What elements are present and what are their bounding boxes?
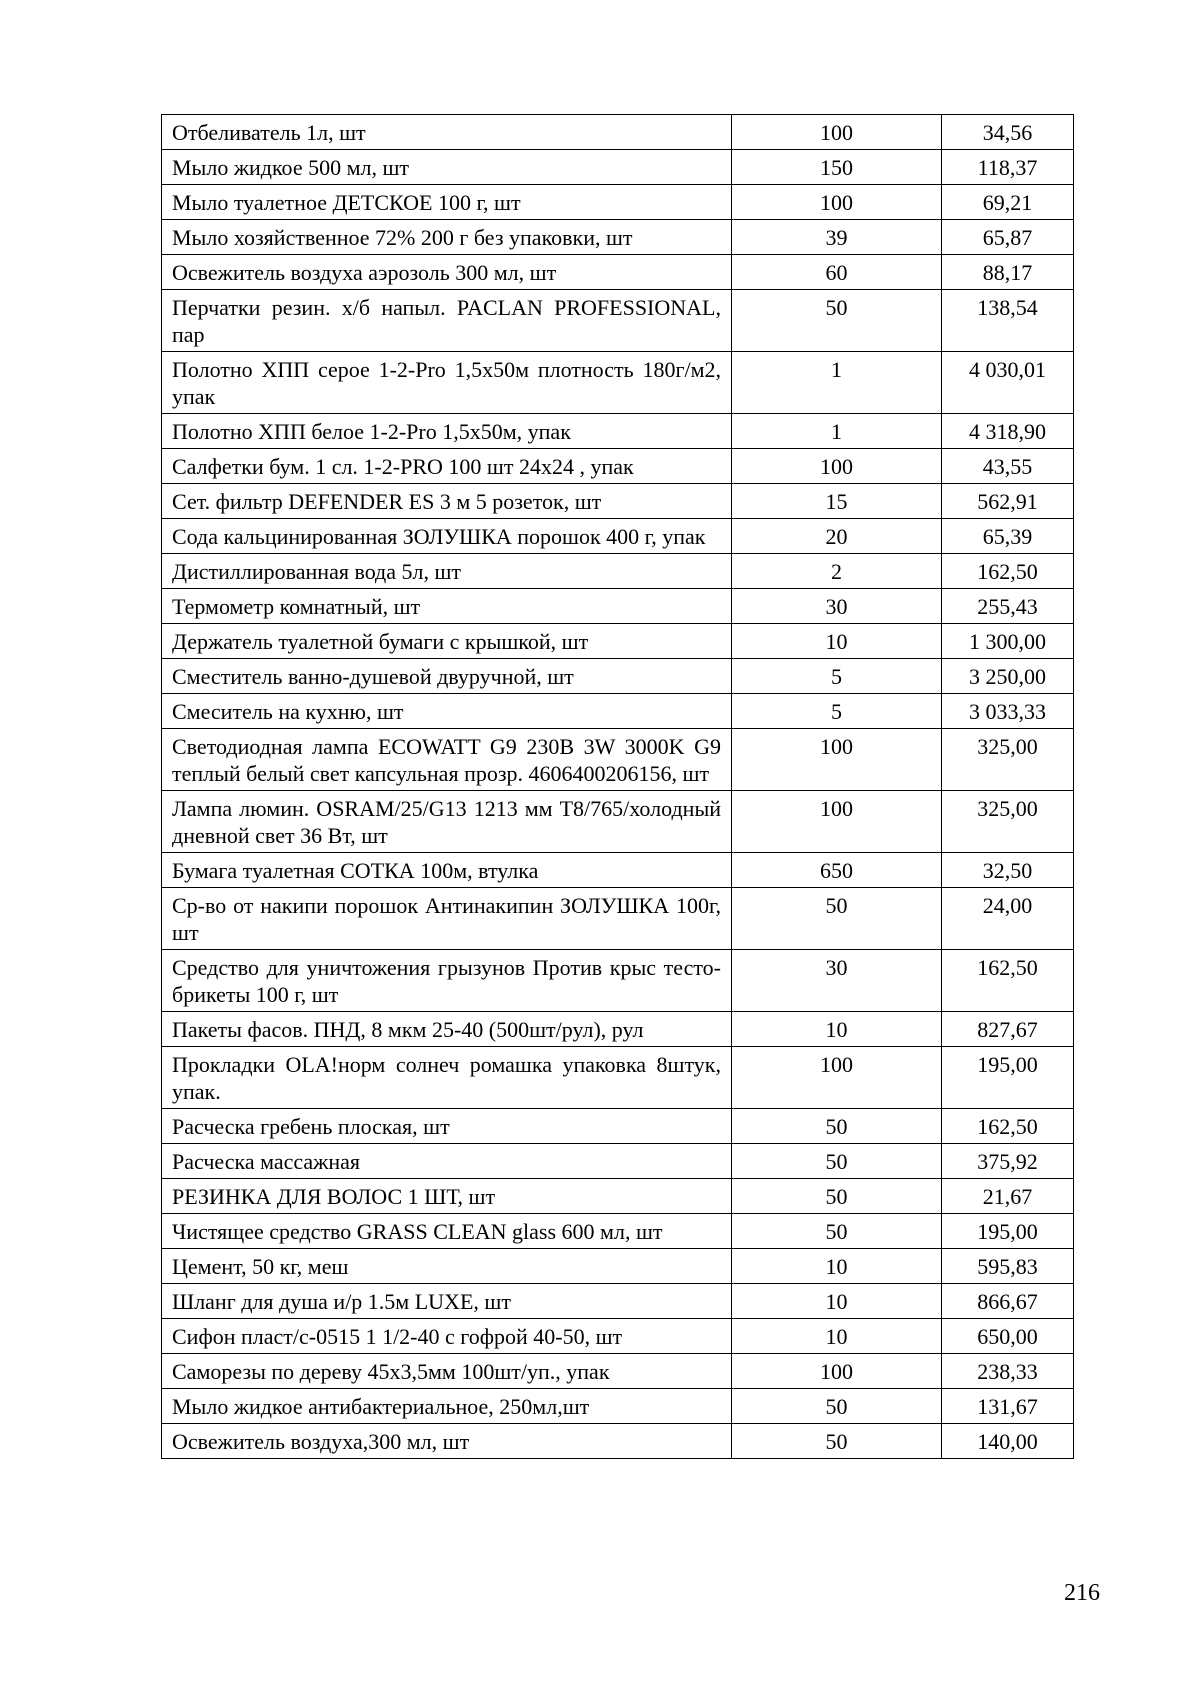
item-name-cell: Сифон пласт/с-0515 1 1/2-40 с гофрой 40-50, шт <box>162 1319 732 1354</box>
item-quantity-cell: 150 <box>732 150 942 185</box>
item-quantity-cell: 50 <box>732 1389 942 1424</box>
item-price-cell: 65,39 <box>942 519 1074 554</box>
item-name-cell: Бумага туалетная СОТКА 100м, втулка <box>162 853 732 888</box>
item-name-cell: Шланг для душа и/р 1.5м LUXE, шт <box>162 1284 732 1319</box>
table-row <box>162 352 1074 414</box>
item-name-cell: Дистиллированная вода 5л, шт <box>162 554 732 589</box>
item-quantity-cell: 50 <box>732 1109 942 1144</box>
item-name-cell: Мыло жидкое антибактериальное, 250мл,шт <box>162 1389 732 1424</box>
item-price-cell: 325,00 <box>942 791 1074 853</box>
item-price-cell: 162,50 <box>942 1109 1074 1144</box>
item-price-cell: 131,67 <box>942 1389 1074 1424</box>
table-row <box>162 150 1074 185</box>
item-price-cell: 3 250,00 <box>942 659 1074 694</box>
item-quantity-cell: 1 <box>732 414 942 449</box>
item-price-cell: 375,92 <box>942 1144 1074 1179</box>
item-quantity-cell: 100 <box>732 729 942 791</box>
item-quantity-cell: 10 <box>732 1012 942 1047</box>
table-row <box>162 659 1074 694</box>
item-quantity-cell: 100 <box>732 449 942 484</box>
table-row <box>162 950 1074 1012</box>
table-row <box>162 290 1074 352</box>
table-row <box>162 1214 1074 1249</box>
table-row <box>162 414 1074 449</box>
table-row <box>162 1389 1074 1424</box>
item-name-cell: Прокладки OLA!норм солнеч ромашка упаковка 8штук, упак. <box>162 1047 732 1109</box>
item-price-cell: 4 030,01 <box>942 352 1074 414</box>
item-quantity-cell: 30 <box>732 589 942 624</box>
item-name-cell: Освежитель воздуха аэрозоль 300 мл, шт <box>162 255 732 290</box>
item-price-cell: 88,17 <box>942 255 1074 290</box>
table-row <box>162 1144 1074 1179</box>
item-name-cell: Отбеливатель 1л, шт <box>162 115 732 150</box>
table-row <box>162 115 1074 150</box>
table-row <box>162 1319 1074 1354</box>
item-price-cell: 138,54 <box>942 290 1074 352</box>
item-quantity-cell: 100 <box>732 791 942 853</box>
item-quantity-cell: 10 <box>732 624 942 659</box>
item-name-cell: Расческа массажная <box>162 1144 732 1179</box>
item-price-cell: 32,50 <box>942 853 1074 888</box>
item-quantity-cell: 650 <box>732 853 942 888</box>
items-table <box>161 114 1074 1459</box>
item-price-cell: 4 318,90 <box>942 414 1074 449</box>
item-price-cell: 69,21 <box>942 185 1074 220</box>
item-price-cell: 195,00 <box>942 1047 1074 1109</box>
item-price-cell: 65,87 <box>942 220 1074 255</box>
item-quantity-cell: 50 <box>732 1214 942 1249</box>
item-quantity-cell: 39 <box>732 220 942 255</box>
item-price-cell: 1 300,00 <box>942 624 1074 659</box>
item-name-cell: Смеситель на кухню, шт <box>162 694 732 729</box>
item-quantity-cell: 50 <box>732 888 942 950</box>
table-row <box>162 185 1074 220</box>
table-row <box>162 694 1074 729</box>
table-row <box>162 449 1074 484</box>
item-quantity-cell: 100 <box>732 185 942 220</box>
item-price-cell: 195,00 <box>942 1214 1074 1249</box>
item-name-cell: Сместитель ванно-душевой двуручной, шт <box>162 659 732 694</box>
item-price-cell: 325,00 <box>942 729 1074 791</box>
table-row <box>162 1047 1074 1109</box>
item-quantity-cell: 15 <box>732 484 942 519</box>
table-row <box>162 589 1074 624</box>
item-name-cell: Саморезы по дереву 45х3,5мм 100шт/уп., упак <box>162 1354 732 1389</box>
item-quantity-cell: 10 <box>732 1319 942 1354</box>
item-quantity-cell: 100 <box>732 115 942 150</box>
item-quantity-cell: 2 <box>732 554 942 589</box>
table-row <box>162 1012 1074 1047</box>
table-row <box>162 554 1074 589</box>
item-quantity-cell: 50 <box>732 1144 942 1179</box>
table-row <box>162 1109 1074 1144</box>
item-price-cell: 118,37 <box>942 150 1074 185</box>
table-row <box>162 1284 1074 1319</box>
item-price-cell: 34,56 <box>942 115 1074 150</box>
item-price-cell: 162,50 <box>942 554 1074 589</box>
table-row <box>162 791 1074 853</box>
item-name-cell: Полотно ХПП белое 1-2-Pro 1,5х50м, упак <box>162 414 732 449</box>
item-name-cell: Полотно ХПП серое 1-2-Pro 1,5х50м плотность 180г/м2, упак <box>162 352 732 414</box>
item-quantity-cell: 10 <box>732 1249 942 1284</box>
item-price-cell: 595,83 <box>942 1249 1074 1284</box>
item-quantity-cell: 50 <box>732 1424 942 1459</box>
item-name-cell: Перчатки резин. х/б напыл. PACLAN PROFESSIONAL, пар <box>162 290 732 352</box>
item-name-cell: Сет. фильтр DEFENDER ES 3 м 5 розеток, шт <box>162 484 732 519</box>
item-price-cell: 827,67 <box>942 1012 1074 1047</box>
item-quantity-cell: 50 <box>732 1179 942 1214</box>
item-name-cell: РЕЗИНКА ДЛЯ ВОЛОС 1 ШТ, шт <box>162 1179 732 1214</box>
item-price-cell: 24,00 <box>942 888 1074 950</box>
table-row <box>162 519 1074 554</box>
page-number: 216 <box>1064 1580 1100 1606</box>
item-name-cell: Чистящее средство GRASS CLEAN glass 600 мл, шт <box>162 1214 732 1249</box>
table-row <box>162 484 1074 519</box>
item-quantity-cell: 20 <box>732 519 942 554</box>
item-price-cell: 650,00 <box>942 1319 1074 1354</box>
table-row <box>162 1249 1074 1284</box>
item-name-cell: Цемент, 50 кг, меш <box>162 1249 732 1284</box>
item-price-cell: 43,55 <box>942 449 1074 484</box>
item-price-cell: 140,00 <box>942 1424 1074 1459</box>
item-price-cell: 562,91 <box>942 484 1074 519</box>
item-quantity-cell: 100 <box>732 1047 942 1109</box>
item-name-cell: Салфетки бум. 1 сл. 1-2-PRO 100 шт 24х24 , упак <box>162 449 732 484</box>
table-row <box>162 1179 1074 1214</box>
item-quantity-cell: 60 <box>732 255 942 290</box>
table-row <box>162 255 1074 290</box>
item-name-cell: Мыло туалетное ДЕТСКОЕ 100 г, шт <box>162 185 732 220</box>
table-row <box>162 729 1074 791</box>
table-row <box>162 888 1074 950</box>
table-row <box>162 853 1074 888</box>
item-name-cell: Мыло жидкое 500 мл, шт <box>162 150 732 185</box>
item-quantity-cell: 5 <box>732 659 942 694</box>
item-price-cell: 3 033,33 <box>942 694 1074 729</box>
item-quantity-cell: 10 <box>732 1284 942 1319</box>
item-price-cell: 238,33 <box>942 1354 1074 1389</box>
item-quantity-cell: 100 <box>732 1354 942 1389</box>
table-row <box>162 220 1074 255</box>
item-name-cell: Мыло хозяйственное 72% 200 г без упаковки, шт <box>162 220 732 255</box>
item-name-cell: Расческа гребень плоская, шт <box>162 1109 732 1144</box>
item-name-cell: Сода кальцинированная ЗОЛУШКА порошок 400 г, упак <box>162 519 732 554</box>
item-name-cell: Пакеты фасов. ПНД, 8 мкм 25-40 (500шт/рул), рул <box>162 1012 732 1047</box>
item-price-cell: 866,67 <box>942 1284 1074 1319</box>
item-name-cell: Светодиодная лампа ECOWATT G9 230В 3W 3000K G9 теплый белый свет капсульная прозр. 4606400206156, шт <box>162 729 732 791</box>
item-name-cell: Освежитель воздуха,300 мл, шт <box>162 1424 732 1459</box>
table-row <box>162 1424 1074 1459</box>
item-price-cell: 255,43 <box>942 589 1074 624</box>
items-table-body <box>162 115 1074 1459</box>
item-name-cell: Термометр комнатный, шт <box>162 589 732 624</box>
item-quantity-cell: 50 <box>732 290 942 352</box>
item-name-cell: Средство для уничтожения грызунов Против крыс тесто-брикеты 100 г, шт <box>162 950 732 1012</box>
item-quantity-cell: 1 <box>732 352 942 414</box>
item-quantity-cell: 5 <box>732 694 942 729</box>
item-name-cell: Держатель туалетной бумаги с крышкой, шт <box>162 624 732 659</box>
item-quantity-cell: 30 <box>732 950 942 1012</box>
item-price-cell: 21,67 <box>942 1179 1074 1214</box>
table-row <box>162 624 1074 659</box>
table-row <box>162 1354 1074 1389</box>
item-name-cell: Лампа люмин. OSRAM/25/G13 1213 мм T8/765/холодный дневной свет 36 Вт, шт <box>162 791 732 853</box>
item-name-cell: Ср-во от накипи порошок Антинакипин ЗОЛУШКА 100г, шт <box>162 888 732 950</box>
item-price-cell: 162,50 <box>942 950 1074 1012</box>
